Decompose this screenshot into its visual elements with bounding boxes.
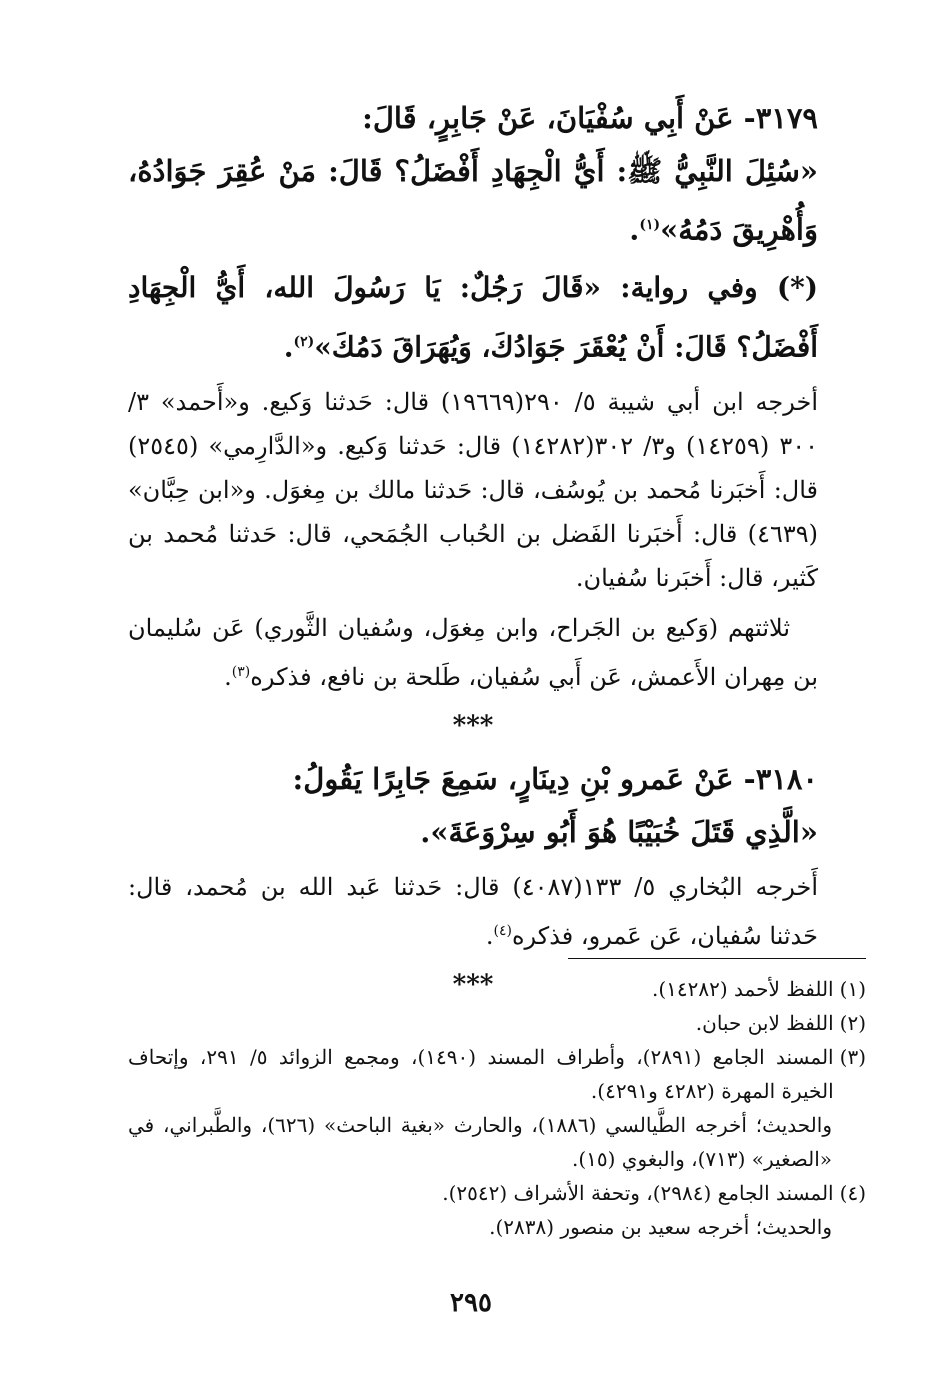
footnote-divider [568,958,866,959]
hadith-3179-takhrij: أخرجه ابن أبي شيبة ٥/ ٢٩٠(١٩٦٦٩) قال: حَدثنا وَكيع. و«أَحمد» ٣/ ٣٠٠ (١٤٢٥٩) و٣/ ٣٠٢(١٤٢٨٢) قال: حَدثنا وَكيع. و«الدَّارِمي» (٢٥٤٥) قال: أَخبَرنا مُحمد بن يُوسُف، قال: حَدثنا مالك بن مِغوَل. و«ابن حِبَّان» (٤٦٣٩) قال: أَخبَرنا الفَضل بن الحُباب الجُمَحي، قال: حَدثنا مُحمد بن كَثير، قال: أَخبَرنا سُفيان. [128,387,819,592]
hadith-3179-takhrij-chain: ثلاثتهم (وَكيع بن الجَراح، وابن مِغوَل، وسُفيان الثَّوري) عَن سُليمان بن مِهران الأَعمش، عَن أَبي سُفيان، طَلحة بن نافع، فذكره$^{(٣)}$. [128,613,818,691]
footnote-4-continuation: والحديث؛ أخرجه سعيد بن منصور (٢٨٣٨). [489,1215,832,1239]
takhrij-chain-text: ثلاثتهم (وَكيع بن الجَراح، وابن مِغوَل، وسُفيان الثَّوري) عَن سُليمان بن مِهران الأَعمش، عَن أَبي سُفيان، طَلحة بن نافع، فذكره [128,613,818,691]
footnote-3 [128,1040,866,1108]
footnote-ref-1: (١) [639,217,661,233]
hadith-3179-matn-text: «سُئِلَ النَّبِيُّ ﷺ: أَيُّ الْجِهَادِ أَفْضَلُ؟ قَالَ: مَنْ عُقِرَ جَوَادُهُ، وَأُهْرِيقَ دَمُهُ» [128,154,818,247]
hadith-3180-heading: ٣١٨٠- عَنْ عَمرو بْنِ دِينَارٍ، سَمِعَ جَابِرًا يَقُولُ: [292,761,818,796]
footnote-number: (٢) [839,1011,866,1035]
footnote-text: المسند الجامع (٢٩٨٤)، وتحفة الأشراف (٢٥٤٢). [442,1181,834,1205]
footnote-number: (٣) [839,1045,866,1069]
main-text [128,92,818,1012]
footnote-text: المسند الجامع (٢٨٩١)، وأطراف المسند (١٤٩٠)، ومجمع الزوائد ٥/ ٢٩١، وإتحاف الخيرة المهرة (٤٢٨٢ و٤٢٩١). [128,1045,834,1103]
footnote-1 [128,972,866,1006]
footnote-ref-4: (٤) [493,922,512,939]
footnote-2 [128,1006,866,1040]
hadith-3179-heading: ٣١٧٩- عَنْ أَبِي سُفْيَانَ، عَنْ جَابِرٍ، قَالَ: [362,101,818,135]
riwaya-text: (*) وفي رواية: «قَالَ رَجُلٌ: يَا رَسُولَ الله، أَيُّ الْجِهَادِ أَفْضَلُ؟ قَالَ: أَنْ يُعْقَرَ جَوَادُكَ، وَيُهَرَاقَ دَمُكَ» [128,270,818,363]
footnote-text: اللفظ لأحمد (١٤٢٨٢). [652,977,834,1001]
hadith-3180-matn: «الَّذِي قَتَلَ خُبَيْبًا هُوَ أَبُو سِرْوَعَةَ». [420,814,818,849]
footnote-number: (٤) [839,1181,866,1205]
footnote-text: اللفظ لابن حبان. [695,1011,834,1035]
page-number: ٢٩٥ [450,1288,492,1318]
section-separator: *** [452,710,494,741]
footnote-number: (١) [839,977,866,1001]
footnote-ref-2: (٢) [293,333,315,350]
section-separator: *** [452,969,494,1000]
footnotes [128,972,866,1244]
hadith-3179-matn: «سُئِلَ النَّبِيُّ ﷺ: أَيُّ الْجِهَادِ أَفْضَلُ؟ قَالَ: مَنْ عُقِرَ جَوَادُهُ، وَأُهْرِيقَ دَمُهُ»$^{(١)}$. [128,154,818,247]
footnote-4 [128,1176,866,1210]
hadith-3179-alt-riwaya: (*) وفي رواية: «قَالَ رَجُلٌ: يَا رَسُولَ الله، أَيُّ الْجِهَادِ أَفْضَلُ؟ قَالَ: أَنْ يُعْقَرَ جَوَادُكَ، وَيُهَرَاقَ دَمُكَ»$^{(٢)}$. [128,270,818,363]
footnote-3-continuation: والحديث؛ أخرجه الطَّيالسي (١٨٨٦)، والحارث «بغية الباحث» (٦٢٦)، والطَّبراني، في «الصغير» (٧١٣)، والبغوي (١٥). [128,1113,832,1171]
takhrij-3180-text: أَخرجه البُخاري ٥/ ١٣٣(٤٠٨٧) قال: حَدثنا عَبد الله بن مُحمد، قال: حَدثنا سُفيان، عَن عَمرو، فذكره [128,872,818,950]
hadith-3180-takhrij: أَخرجه البُخاري ٥/ ١٣٣(٤٠٨٧) قال: حَدثنا عَبد الله بن مُحمد، قال: حَدثنا سُفيان، عَن عَمرو، فذكره$^{(٤)}$. [128,872,818,950]
footnote-ref-3: (٣) [231,663,251,680]
